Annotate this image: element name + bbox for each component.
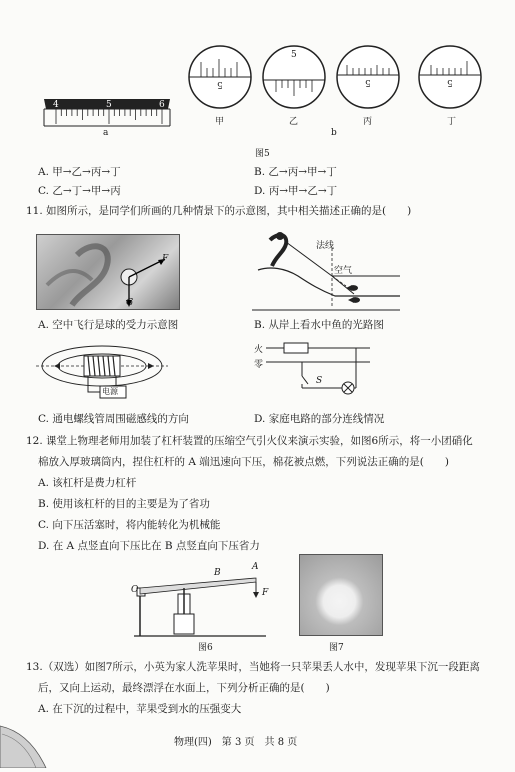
fig6-label-b: B <box>214 568 221 578</box>
q11-option-d: D. 家庭电路的部分连线情况 <box>254 413 385 425</box>
q12-option-a: A. 该杠杆是费力杠杆 <box>38 477 137 489</box>
q10-option-a: A. 甲→乙→丙→丁 <box>38 166 121 178</box>
q13-stem-line1: 13.（双选）如图7所示，小英为家人洗苹果时，当她将一只苹果丢人水中，发现苹果下沉一段距离 <box>26 661 480 673</box>
q10-option-c: C. 乙→丁→甲→丙 <box>38 185 121 197</box>
label-a: a <box>103 128 109 138</box>
q12-option-b: B. 使用该杠杆的目的主要是为了省功 <box>38 498 210 510</box>
q10-option-b: B. 乙→丙→甲→丁 <box>254 166 337 178</box>
q11-option-a: A. 空中飞行是球的受力示意图 <box>38 319 179 331</box>
q11-d-label-switch: S <box>316 376 323 386</box>
scope-label-jia: 甲 <box>215 117 225 127</box>
q11-a-photo <box>36 234 180 310</box>
ruler-tick-4: 4 <box>53 100 59 110</box>
fig6-label-o: O <box>131 585 139 595</box>
q11-d-circuit <box>262 340 372 402</box>
scope-jia <box>187 44 253 110</box>
q10-option-d: D. 丙→甲→乙→丁 <box>254 185 338 197</box>
fig7-photo <box>299 554 383 636</box>
scope-digit-yi: 5 <box>291 50 297 60</box>
scope-label-ding: 丁 <box>447 117 457 127</box>
q11-c-label-power: 电源 <box>102 387 118 396</box>
ruler-tick-5: 5 <box>106 100 112 110</box>
scope-digit-ding: 5 <box>447 77 453 87</box>
q11-d-label-live: 火 <box>254 345 264 355</box>
scope-label-yi: 乙 <box>289 117 299 127</box>
q12-option-d: D. 在 A 点竖直向下压比在 B 点竖直向下压省力 <box>38 540 260 552</box>
q13-option-a: A. 在下沉的过程中，苹果受到水的压强变大 <box>38 703 242 715</box>
scope-digit-jia: 5 <box>217 79 223 89</box>
fig6-label-f: F <box>262 588 269 598</box>
q11-option-c: C. 通电螺线管周围磁感线的方向 <box>38 413 189 425</box>
q12-option-c: C. 向下压活塞时，将内能转化为机械能 <box>38 519 221 531</box>
page-curl <box>0 724 48 768</box>
q11-d-label-neutral: 零 <box>254 360 264 370</box>
ruler-tick-6: 6 <box>159 100 165 110</box>
q11-a-label-f: F <box>162 254 169 264</box>
q12-stem-line1: 12. 课堂上物理老师用加装了杠杆装置的压缩空气引火仪来演示实验，如图6所示，将一小团硝化 <box>26 435 473 447</box>
q12-stem-line2: 棉放入厚玻璃筒内，捏住杠杆的 A 端迅速向下压，棉花被点燃，下列说法正确的是( ) <box>38 456 449 468</box>
label-b: b <box>331 128 337 138</box>
scope-label-bing: 丙 <box>363 117 373 127</box>
q11-option-b: B. 从岸上看水中鱼的光路图 <box>254 319 384 331</box>
fig6-caption: 图6 <box>198 643 213 653</box>
fig6-label-a: A <box>252 562 259 572</box>
q11-b-label-air: 空气 <box>334 266 353 276</box>
scope-digit-bing: 5 <box>365 77 371 87</box>
q11-stem: 11. 如图所示，是同学们所画的几种情景下的示意图，其中相关描述正确的是( ) <box>26 205 412 217</box>
fig5-caption: 图5 <box>255 149 270 159</box>
q13-stem-line2: 后，又向上运动，最终漂浮在水面上，下列分析正确的是( ) <box>38 682 330 694</box>
q11-a-label-g: G <box>126 298 134 308</box>
fig7-caption: 图7 <box>329 643 344 653</box>
q11-b-label-normal: 法线 <box>316 241 335 251</box>
page-footer: 物理(四) 第 3 页 共 8 页 <box>174 737 298 748</box>
fig6-lever <box>130 562 270 638</box>
